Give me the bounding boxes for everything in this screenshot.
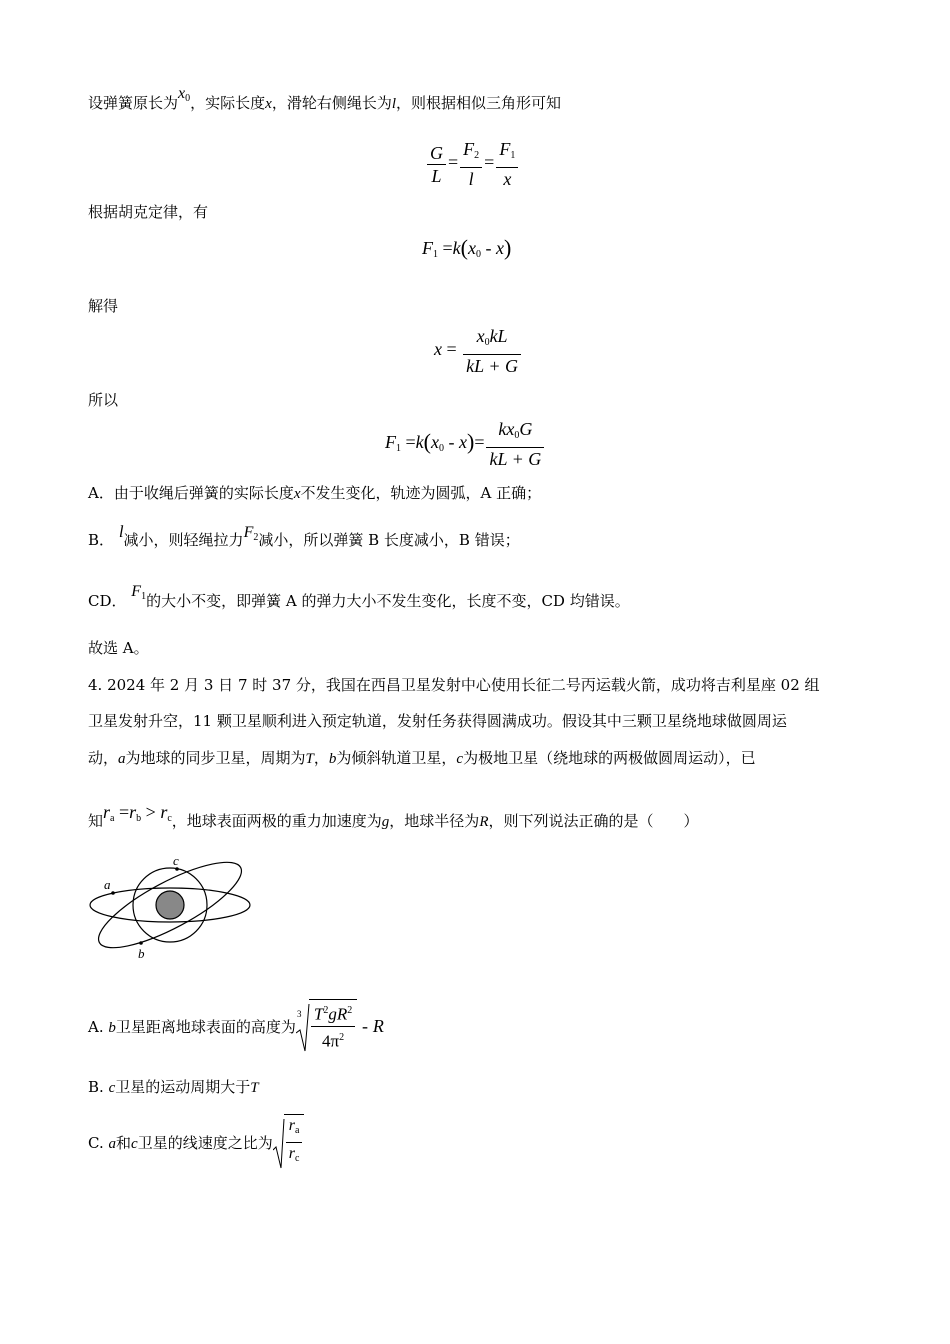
eq1-f2 bbox=[460, 138, 482, 168]
equation-solution-x bbox=[434, 325, 523, 377]
choice-c-a: a bbox=[108, 1136, 116, 1152]
choice-a-minus: - bbox=[362, 1016, 369, 1036]
eq4-equals-2: = bbox=[474, 432, 485, 453]
frac-f1-x bbox=[496, 138, 518, 190]
eq3-fraction bbox=[463, 325, 521, 377]
eq2-minus: - bbox=[485, 238, 492, 258]
choice-b[interactable] bbox=[88, 1077, 259, 1098]
eq2-lparen: ( bbox=[460, 235, 468, 260]
eq3-equals: = bbox=[446, 339, 457, 360]
equation-similar-triangles bbox=[425, 138, 520, 190]
intro-mid2: ，滑轮右侧绳长为 bbox=[271, 94, 392, 112]
eq3-numerator bbox=[463, 325, 521, 355]
eq4-num-g: G bbox=[519, 419, 533, 439]
satellite-a-dot bbox=[111, 891, 115, 895]
optb-f2 bbox=[244, 524, 259, 541]
x0-sub: 0 bbox=[185, 93, 191, 104]
label-b: b bbox=[138, 946, 145, 961]
q4-l3-p4: 为倾斜轨道卫星， bbox=[336, 749, 457, 767]
eq1-f1 bbox=[496, 138, 518, 168]
optb-f: F bbox=[243, 524, 254, 541]
intro-l: l bbox=[391, 96, 396, 112]
eq1-L: L bbox=[431, 165, 442, 186]
choice-a-text: 卫星距离地球表面的高度为 bbox=[115, 1018, 296, 1036]
eq1-f2-sub: 2 bbox=[474, 150, 480, 161]
eq1-l: l bbox=[468, 169, 474, 189]
eq2-x0-sub: 0 bbox=[475, 249, 481, 260]
solve-text: 解得 bbox=[88, 297, 119, 315]
choice-a-b: b bbox=[108, 1020, 116, 1036]
q4-line3 bbox=[88, 748, 756, 769]
choice-c-fraction bbox=[286, 1115, 303, 1170]
earth-icon bbox=[156, 891, 184, 919]
num-r: r bbox=[288, 1117, 295, 1134]
eq4-x0: x bbox=[430, 432, 439, 453]
choice-a-fraction bbox=[311, 1000, 355, 1052]
q4-radii-relation bbox=[103, 802, 172, 822]
choice-c-numerator bbox=[286, 1115, 303, 1143]
choice-c-text: 卫星的线速度之比为 bbox=[137, 1134, 273, 1152]
eq4-equals-1: = bbox=[405, 432, 416, 453]
eq2-f: F bbox=[422, 238, 433, 258]
den-r: r bbox=[288, 1145, 295, 1162]
eq4-f-sub: 1 bbox=[396, 443, 401, 455]
option-a-explanation bbox=[88, 483, 541, 504]
optb-l: l bbox=[118, 522, 124, 541]
optcd-f: F bbox=[131, 583, 142, 600]
eq4-x: x bbox=[458, 432, 467, 453]
eq4-numerator bbox=[486, 418, 544, 448]
num-r-sub: a bbox=[294, 1125, 300, 1136]
frac-f2-l bbox=[460, 138, 482, 190]
num-gR: gR bbox=[328, 1005, 348, 1024]
choice-c-label: C. bbox=[88, 1134, 104, 1152]
option-b-explanation bbox=[88, 522, 520, 556]
intro-line bbox=[88, 85, 562, 119]
eq3-num-sub: 0 bbox=[484, 337, 490, 348]
q4-b: b bbox=[328, 751, 337, 767]
opta-prefix: A．由于收绳后弹簧的实际长度 bbox=[88, 484, 294, 502]
orbit-diagram bbox=[85, 850, 260, 965]
choice-c-sqrt bbox=[273, 1118, 305, 1170]
q4-R: R bbox=[479, 814, 489, 830]
choice-b-T: T bbox=[250, 1080, 259, 1096]
q4-equals: = bbox=[118, 802, 130, 822]
intro-suffix: ，则根据相似三角形可知 bbox=[396, 94, 562, 112]
q4-l4-p2: ，地球表面两极的重力加速度为 bbox=[171, 812, 382, 830]
optb-suffix: 减小，所以弹簧 B 长度减小，B 错误； bbox=[258, 531, 520, 549]
num-T: T bbox=[313, 1005, 324, 1024]
option-cd-explanation bbox=[88, 583, 630, 617]
optb-label: B． bbox=[88, 531, 115, 549]
q4-l4-p4: ，则下列说法正确的是（ ） bbox=[488, 812, 699, 830]
satellite-b-dot bbox=[139, 941, 143, 945]
opta-suffix: 不发生变化，轨迹为圆弧，A 正确； bbox=[300, 484, 542, 502]
q4-rb-sub: b bbox=[136, 813, 142, 824]
eq4-x0-sub: 0 bbox=[438, 443, 444, 455]
optb-mid: 减小，则轻绳拉力 bbox=[123, 531, 244, 549]
den-r-sub: c bbox=[294, 1153, 300, 1164]
num-T-exp: 2 bbox=[323, 1005, 329, 1017]
q4-rc-r: r bbox=[160, 802, 168, 822]
den-4pi: 4π bbox=[322, 1031, 340, 1051]
choice-c-and: 和 bbox=[116, 1134, 132, 1152]
eq1-equals-2: = bbox=[484, 152, 495, 173]
choice-a-R: R bbox=[372, 1016, 384, 1036]
equation-f1-result bbox=[385, 418, 546, 470]
q4-l3-p3: ， bbox=[313, 749, 329, 767]
eq3-num-x: x bbox=[476, 326, 485, 346]
q4-line4 bbox=[88, 802, 699, 837]
eq1-f1-f: F bbox=[499, 139, 511, 159]
q4-rc-sub: c bbox=[167, 813, 172, 824]
q4-gt: > bbox=[145, 802, 156, 822]
q4-a: a bbox=[118, 751, 126, 767]
eq4-f: F bbox=[385, 432, 396, 453]
eq2-rparen: ) bbox=[503, 235, 512, 260]
eq1-equals-1: = bbox=[448, 152, 459, 173]
eq4-fraction bbox=[486, 418, 544, 470]
q4-ra-r: r bbox=[103, 802, 111, 822]
intro-prefix: 设弹簧原长为 bbox=[88, 94, 179, 112]
conclusion: 故选 A。 bbox=[88, 639, 149, 657]
eq3-denominator: kL + G bbox=[466, 356, 518, 376]
choice-a-label: A. bbox=[88, 1018, 104, 1036]
q4-l3-p5: 为极地卫星（绕地球的两极做圆周运动），已 bbox=[463, 749, 756, 767]
num-R-exp: 2 bbox=[347, 1005, 353, 1017]
eq3-num-kl: kL bbox=[489, 326, 508, 346]
q4-rb-r: r bbox=[129, 802, 137, 822]
eq4-k: k bbox=[415, 432, 424, 453]
frac-g-l bbox=[427, 142, 446, 187]
eq4-num-kx: kx bbox=[498, 419, 515, 439]
q4-l3-p2: 为地球的同步卫星，周期为 bbox=[125, 749, 306, 767]
choice-b-label: B. bbox=[88, 1078, 104, 1096]
eq3-x: x bbox=[434, 339, 442, 360]
choice-a-numerator bbox=[311, 1000, 355, 1027]
den-exp: 2 bbox=[339, 1032, 345, 1043]
eq1-f2-f: F bbox=[463, 139, 475, 159]
eq4-denominator: kL + G bbox=[489, 449, 542, 469]
optcd-label: CD． bbox=[88, 592, 127, 610]
q4-g: g bbox=[381, 814, 390, 830]
eq1-x: x bbox=[503, 169, 512, 189]
q4-ra-sub: a bbox=[110, 813, 115, 824]
label-c: c bbox=[173, 853, 179, 868]
q4-line2: 卫星发射升空，11 颗卫星顺利进入预定轨道，发射任务获得圆满成功。假设其中三颗卫星绕地球做圆周运 bbox=[88, 712, 787, 730]
q4-T: T bbox=[305, 751, 314, 767]
choice-b-c: c bbox=[108, 1080, 116, 1096]
optcd-f-sub: 1 bbox=[141, 591, 147, 602]
intro-mid1: ，实际长度 bbox=[190, 94, 266, 112]
eq4-num-sub: 0 bbox=[514, 430, 520, 441]
label-a: a bbox=[104, 877, 111, 892]
x0-symbol bbox=[178, 85, 190, 102]
eq4-lparen: ( bbox=[423, 429, 431, 455]
q4-l4-p1: 知 bbox=[88, 812, 104, 830]
q4-l4-p3: ，地球半径为 bbox=[389, 812, 480, 830]
eq4-minus: - bbox=[448, 432, 455, 453]
eq2-f-sub: 1 bbox=[433, 249, 438, 260]
choice-b-text: 卫星的运动周期大于 bbox=[115, 1078, 251, 1096]
radicand bbox=[284, 1114, 305, 1170]
radicand bbox=[309, 999, 357, 1052]
equation-hooke bbox=[422, 235, 511, 261]
intro-x: x bbox=[265, 96, 272, 112]
eq2-x: x bbox=[495, 238, 504, 258]
choice-a-cube-root bbox=[296, 1003, 357, 1053]
q4-c: c bbox=[456, 751, 464, 767]
choice-a-denominator bbox=[311, 1027, 355, 1053]
eq2-k: k bbox=[452, 238, 461, 258]
eq2-x0: x bbox=[467, 238, 476, 258]
optcd-f1 bbox=[131, 583, 146, 600]
eq2-equals: = bbox=[442, 238, 453, 258]
root-index: 3 bbox=[296, 1009, 302, 1019]
eq1-g: G bbox=[427, 142, 446, 165]
choice-a[interactable] bbox=[88, 1003, 384, 1053]
x0-x: x bbox=[178, 85, 186, 102]
radical-sign-icon bbox=[296, 1003, 310, 1053]
choice-c-denominator bbox=[286, 1143, 303, 1170]
q4-line1: 4. 2024 年 2 月 3 日 7 时 37 分，我国在西昌卫星发射中心使用长征二号丙运载火箭，成功将吉利星座 02 组 bbox=[88, 676, 820, 694]
hooke-text: 根据胡克定律，有 bbox=[88, 203, 209, 221]
choice-c-c: c bbox=[131, 1136, 138, 1152]
optcd-suffix: 的大小不变，即弹簧 A 的弹力大小不发生变化，长度不变，CD 均错误。 bbox=[146, 592, 630, 610]
eq4-rparen: ) bbox=[466, 429, 475, 455]
opta-x: x bbox=[293, 486, 301, 502]
eq1-f1-sub: 1 bbox=[510, 150, 516, 161]
so-text: 所以 bbox=[88, 391, 119, 409]
choice-c[interactable] bbox=[88, 1118, 304, 1170]
optb-f-sub: 2 bbox=[253, 532, 259, 543]
q4-l3-p1: 动， bbox=[88, 749, 119, 767]
